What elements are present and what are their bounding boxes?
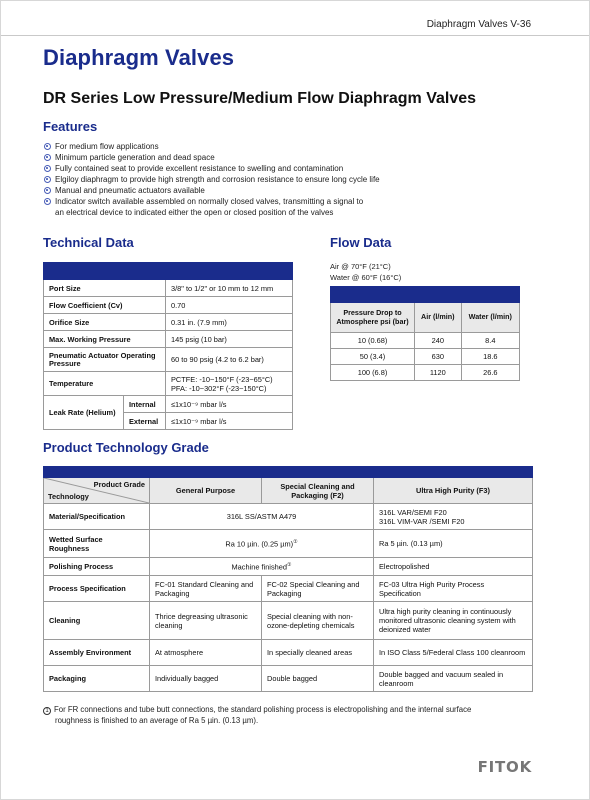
table-row: Port Size 3/8" to 1/2" or 10 mm to 12 mm <box>44 280 293 297</box>
table-row: 10 (0.68) 240 8.4 <box>331 333 520 349</box>
feature-item: Indicator switch available assembled on normally closed valves, transmitting a signal to <box>44 196 554 207</box>
technical-data-heading: Technical Data <box>43 235 134 250</box>
bullet-icon <box>44 143 51 150</box>
table-header-row: Product Grade Technology General Purpose Special Cleaning and Packaging (F2) Ultra High Purity (F3) <box>44 478 533 504</box>
table-row: Polishing Process Machine finished① Electropolished <box>44 558 533 576</box>
footnote: 1 For FR connections and tube butt connections, the standard polishing process is electropolishing and the internal surface roughness is finished to an average of Ra 5 µin. (0.13 µm). <box>43 704 543 726</box>
page-subtitle: DR Series Low Pressure/Medium Flow Diaphragm Valves <box>43 90 477 107</box>
feature-item: Manual and pneumatic actuators available <box>44 185 554 196</box>
feature-item: For medium flow applications <box>44 141 554 152</box>
flow-conditions: Air @ 70°F (21°C) Water @ 60°F (16°C) <box>330 262 402 282</box>
table-row: Flow Coefficient (Cv) 0.70 <box>44 297 293 314</box>
technical-data-table <box>43 262 293 430</box>
table-row: Orifice Size 0.31 in. (7.9 mm) <box>44 314 293 331</box>
feature-item: Minimum particle generation and dead space <box>44 152 554 163</box>
bullet-icon <box>44 176 51 183</box>
bullet-icon <box>44 187 51 194</box>
table-header-row: Pressure Drop to Atmosphere psi (bar) Air (l/min) Water (l/min) <box>331 303 520 333</box>
footnote-mark-icon: 1 <box>43 707 51 715</box>
flow-data-heading: Flow Data <box>330 235 392 250</box>
table-header-bar <box>44 263 293 280</box>
bullet-icon <box>44 154 51 161</box>
bullet-icon <box>44 165 51 172</box>
table-row: Process Specification FC-01 Standard Cleaning and Packaging FC-02 Special Cleaning and Packaging FC-03 Ultra High Purity Process Specification <box>44 576 533 602</box>
header-rule <box>1 35 589 36</box>
grade-corner-cell: Product Grade Technology <box>44 478 150 504</box>
features-heading: Features <box>43 119 98 134</box>
features-list <box>44 141 554 218</box>
table-header-bar <box>44 467 533 478</box>
table-row: Cleaning Thrice degreasing ultrasonic cleaning Special cleaning with non-ozone-depleting chemicals Ultra high purity cleaning in continuously monitored ultrasonic cleaning system with deionized water <box>44 602 533 640</box>
flow-data-table <box>330 286 520 381</box>
feature-item: Fully contained seat to provide excellent resistance to swelling and contamination <box>44 163 554 174</box>
fitok-logo: FITOK <box>477 758 532 776</box>
bullet-icon <box>44 198 51 205</box>
table-row: Material/Specification 316L SS/ASTM A479 316L VAR/SEMI F20 316L VIM-VAR /SEMI F20 <box>44 504 533 530</box>
footnote-mark: ① <box>286 562 292 569</box>
table-row: Pneumatic Actuator Operating Pressure 60 to 90 psig (4.2 to 6.2 bar) <box>44 348 293 372</box>
table-row: Wetted Surface Roughness Ra 10 µin. (0.25 µm)① Ra 5 µin. (0.13 µm) <box>44 530 533 558</box>
table-row: Leak Rate (Helium) Internal ≤1x10⁻⁹ mbar l/s <box>44 396 293 413</box>
table-row: Max. Working Pressure 145 psig (10 bar) <box>44 331 293 348</box>
table-row: 50 (3.4) 630 18.6 <box>331 349 520 365</box>
page-title: Diaphragm Valves <box>43 45 235 70</box>
table-row: Packaging Individually bagged Double bagged Double bagged and vacuum sealed in cleanroom <box>44 666 533 692</box>
table-row: Temperature PCTFE: -10~150°F (-23~65°C) PFA: -10~302°F (-23~150°C) <box>44 372 293 396</box>
footnote-mark: ① <box>293 539 298 546</box>
product-grade-table <box>43 466 533 692</box>
page-label: Diaphragm Valves V-36 <box>426 19 531 30</box>
feature-item-continuation: an electrical device to indicated either the open or closed position of the valves <box>55 208 334 217</box>
grade-heading: Product Technology Grade <box>43 440 209 455</box>
table-row: 100 (6.8) 1120 26.6 <box>331 365 520 381</box>
table-row: Assembly Environment At atmosphere In specially cleaned areas In ISO Class 5/Federal Class 100 cleanroom <box>44 640 533 666</box>
table-row: External ≤1x10⁻⁹ mbar l/s <box>44 413 293 430</box>
feature-item: Elgiloy diaphragm to provide high strength and corrosion resistance to ensure long cycle life <box>44 174 554 185</box>
table-header-bar <box>331 287 520 303</box>
